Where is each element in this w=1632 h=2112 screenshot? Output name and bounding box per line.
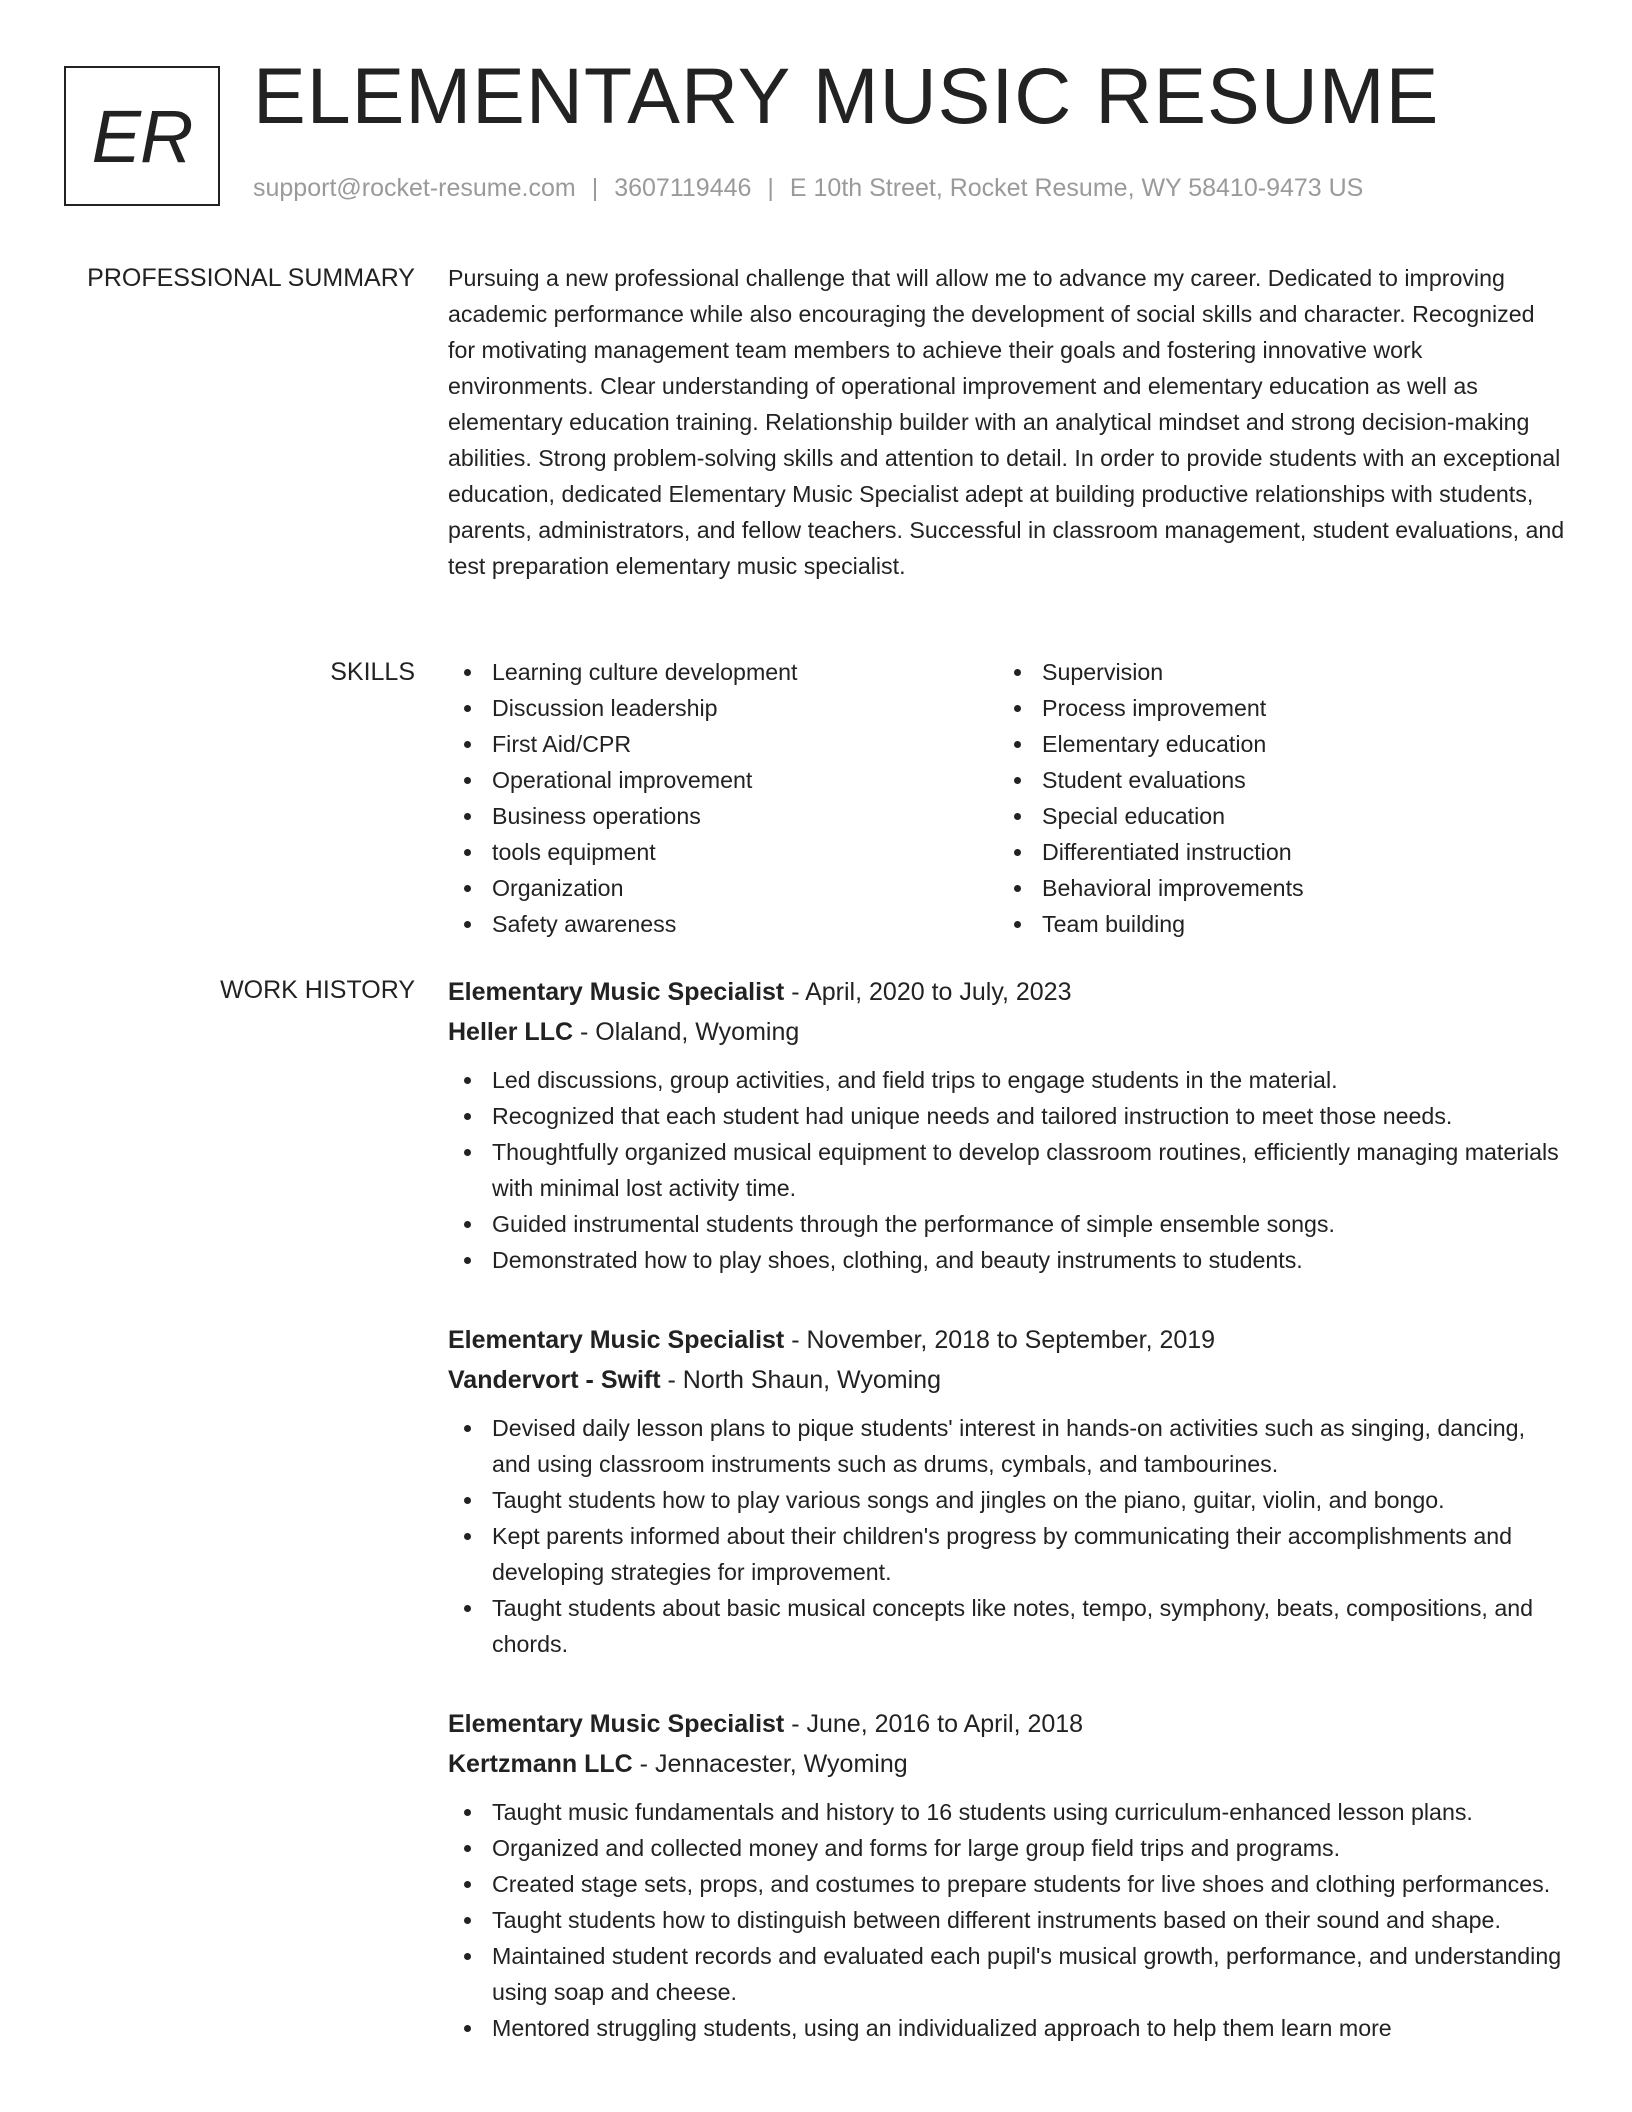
skills-list xyxy=(448,654,1568,942)
skill-item: Learning culture development xyxy=(448,654,998,690)
summary-heading: PROFESSIONAL SUMMARY xyxy=(87,264,415,292)
job-dates: - November, 2018 to September, 2019 xyxy=(784,1326,1216,1354)
job-location: - North Shaun, Wyoming xyxy=(660,1366,941,1394)
skill-item: Business operations xyxy=(448,798,998,834)
skills-column-right xyxy=(998,654,1548,942)
skill-item: Safety awareness xyxy=(448,906,998,942)
job-company: Kertzmann LLC xyxy=(448,1750,633,1778)
job-bullets xyxy=(448,1062,1568,1278)
job-title-line xyxy=(448,1320,1568,1360)
job-bullets xyxy=(448,1794,1568,2046)
job-company: Vandervort - Swift xyxy=(448,1366,661,1394)
job-company-line xyxy=(448,1744,1568,1784)
skill-item: Supervision xyxy=(998,654,1548,690)
job-bullet: Taught music fundamentals and history to 16 students using curriculum-enhanced lesson plans. xyxy=(448,1794,1568,1830)
contact-email: support@rocket-resume.com xyxy=(253,174,576,202)
monogram-box xyxy=(64,66,220,206)
job-entry xyxy=(448,972,1568,1278)
monogram-initials: ER xyxy=(91,94,193,178)
contact-separator: | xyxy=(767,174,774,202)
skill-item: First Aid/CPR xyxy=(448,726,998,762)
job-bullet: Mentored struggling students, using an individualized approach to help them learn more xyxy=(448,2010,1568,2046)
skill-item: Elementary education xyxy=(998,726,1548,762)
job-bullet: Devised daily lesson plans to pique students' interest in hands-on activities such as singing, dancing, and using classroom instruments such as drums, cymbals, and tambourines. xyxy=(448,1410,1568,1482)
skill-item: Special education xyxy=(998,798,1548,834)
job-entry xyxy=(448,1320,1568,1662)
contact-separator: | xyxy=(591,174,599,202)
job-company: Heller LLC xyxy=(448,1018,574,1046)
job-bullet: Demonstrated how to play shoes, clothing, and beauty instruments to students. xyxy=(448,1242,1568,1278)
job-location: - Jennacester, Wyoming xyxy=(632,1750,908,1778)
job-role: Elementary Music Specialist xyxy=(448,1326,785,1354)
job-company-line xyxy=(448,1360,1568,1400)
skill-item: Operational improvement xyxy=(448,762,998,798)
job-title-line xyxy=(448,972,1568,1012)
job-bullet: Thoughtfully organized musical equipment to develop classroom routines, efficiently managing materials with minimal lost activity time. xyxy=(448,1134,1568,1206)
job-dates: - April, 2020 to July, 2023 xyxy=(784,978,1072,1006)
job-role: Elementary Music Specialist xyxy=(448,978,785,1006)
job-bullet: Maintained student records and evaluated each pupil's musical growth, performance, and understanding using soap and cheese. xyxy=(448,1938,1568,2010)
job-location: - Olaland, Wyoming xyxy=(573,1018,800,1046)
job-bullet: Kept parents informed about their children's progress by communicating their accomplishments and developing strategies for improvement. xyxy=(448,1518,1568,1590)
contact-line xyxy=(253,174,1363,203)
skill-item: Differentiated instruction xyxy=(998,834,1548,870)
skill-item: tools equipment xyxy=(448,834,998,870)
skills-heading: SKILLS xyxy=(330,658,415,686)
summary-text: Pursuing a new professional challenge that will allow me to advance my career. Dedicated to improving academic performance while also encouraging the development of social skills and character. Recognized for motivating management team members to achieve their goals and fostering innovative work environments. Clear understanding of operational improvement and elementary education as well as elementary education training. Relationship builder with an analytical mindset and strong decision-making abilities. Strong problem-solving skills and attention to detail. In order to provide students with an exceptional education, dedicated Elementary Music Specialist adept at building productive relationships with students, parents, administrators, and fellow teachers. Successful in classroom management, student evaluations, and test preparation elementary music specialist. xyxy=(448,265,1565,579)
job-role: Elementary Music Specialist xyxy=(448,1710,785,1738)
job-bullet: Taught students about basic musical concepts like notes, tempo, symphony, beats, compositions, and chords. xyxy=(448,1590,1568,1662)
job-bullet: Created stage sets, props, and costumes to prepare students for live shoes and clothing performances. xyxy=(448,1866,1568,1902)
skill-item: Discussion leadership xyxy=(448,690,998,726)
work-history-body xyxy=(448,972,1568,2088)
resume-title: ELEMENTARY MUSIC RESUME xyxy=(253,51,1440,140)
skill-item: Process improvement xyxy=(998,690,1548,726)
job-company-line xyxy=(448,1012,1568,1052)
job-bullet: Recognized that each student had unique needs and tailored instruction to meet those needs. xyxy=(448,1098,1568,1134)
job-bullet: Led discussions, group activities, and field trips to engage students in the material. xyxy=(448,1062,1568,1098)
work-history-heading: WORK HISTORY xyxy=(220,976,415,1004)
job-bullet: Taught students how to distinguish between different instruments based on their sound and shape. xyxy=(448,1902,1568,1938)
job-bullet: Guided instrumental students through the performance of simple ensemble songs. xyxy=(448,1206,1568,1242)
job-dates: - June, 2016 to April, 2018 xyxy=(784,1710,1084,1738)
skills-column-left xyxy=(448,654,998,942)
summary-body xyxy=(448,260,1568,584)
job-bullets xyxy=(448,1410,1568,1662)
contact-phone: 3607119446 xyxy=(614,174,752,202)
job-bullet: Organized and collected money and forms for large group field trips and programs. xyxy=(448,1830,1568,1866)
job-bullet: Taught students how to play various songs and jingles on the piano, guitar, violin, and bongo. xyxy=(448,1482,1568,1518)
job-title-line xyxy=(448,1704,1568,1744)
skill-item: Team building xyxy=(998,906,1548,942)
skill-item: Organization xyxy=(448,870,998,906)
skill-item: Student evaluations xyxy=(998,762,1548,798)
skill-item: Behavioral improvements xyxy=(998,870,1548,906)
contact-address: E 10th Street, Rocket Resume, WY 58410-9473 US xyxy=(789,174,1364,202)
job-entry xyxy=(448,1704,1568,2046)
